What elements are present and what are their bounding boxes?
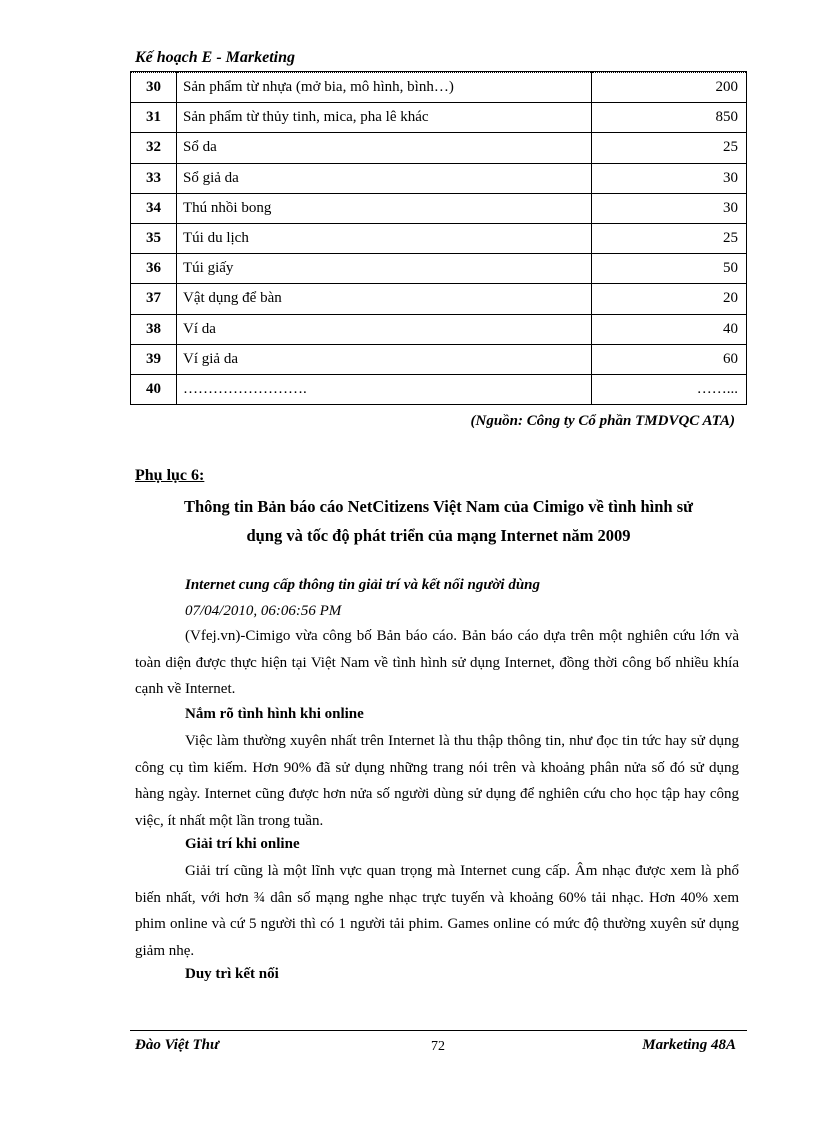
row-item-name: ……………………. [177, 374, 592, 404]
row-item-name: Sản phẩm từ thủy tinh, mica, pha lê khác [177, 103, 592, 133]
row-value: ……... [592, 374, 747, 404]
row-value: 50 [592, 254, 747, 284]
row-item-name: Thú nhồi bong [177, 193, 592, 223]
article-intro: (Vfej.vn)-Cimigo vừa công bố Bản báo cáo. Bản báo cáo dựa trên một nghiên cứu lớn và toàn diện được thực hiện tại Việt Nam về tình hình sử dụng Internet, đồng thời công bố nhiều khía cạnh về Internet. [135, 628, 739, 697]
section-heading-1: Nắm rõ tình hình khi online [185, 706, 364, 722]
row-item-name: Sản phẩm từ nhựa (mở bia, mô hình, bình…) [177, 73, 592, 103]
appendix-label: Phụ lục 6: [135, 467, 205, 484]
footer-class: Marketing 48A [642, 1037, 736, 1053]
table-row [131, 103, 747, 133]
table-row [131, 314, 747, 344]
page-header-title: Kế hoạch E - Marketing [135, 49, 296, 66]
section-heading-2: Giải trí khi online [185, 836, 300, 852]
row-number: 31 [131, 103, 177, 133]
row-item-name: Sổ giả da [177, 163, 592, 193]
row-number: 39 [131, 344, 177, 374]
row-item-name: Ví giả da [177, 344, 592, 374]
row-item-name: Túi giấy [177, 254, 592, 284]
row-number: 37 [131, 284, 177, 314]
row-number: 38 [131, 314, 177, 344]
row-number: 32 [131, 133, 177, 163]
row-number: 40 [131, 374, 177, 404]
row-value: 200 [592, 73, 747, 103]
section-text-1: Việc làm thường xuyên nhất trên Internet là thu thập thông tin, như đọc tin tức hay sử dụng công cụ tìm kiếm. Hơn 90% đã sử dụng những trang nói trên và khoảng phân nửa số đó sử dụng hàng ngày. Internet cũng được hơn nửa số người dùng sử dụng để nghiên cứu cho học tập hay công việc, ít nhất một lần trong tuần. [135, 733, 739, 829]
footer-rule [130, 1030, 747, 1031]
row-item-name: Vật dụng để bàn [177, 284, 592, 314]
row-number: 36 [131, 254, 177, 284]
row-value: 30 [592, 193, 747, 223]
table-row [131, 133, 747, 163]
table-row [131, 193, 747, 223]
row-value: 30 [592, 163, 747, 193]
table-row [131, 163, 747, 193]
row-number: 30 [131, 73, 177, 103]
row-value: 40 [592, 314, 747, 344]
section-text-2: Giải trí cũng là một lĩnh vực quan trọng mà Internet cung cấp. Âm nhạc được xem là phổ biến nhất, với hơn ¾ dân số mạng nghe nhạc trực tuyến và khoảng 60% tải nhạc. Hơn 40% xem phim online và cứ 5 người thì có 1 người tải phim. Games online có mức độ thường xuyên sử dụng giảm nhẹ. [135, 863, 739, 959]
row-value: 25 [592, 223, 747, 253]
source-note: (Nguồn: Công ty Cổ phần TMDVQC ATA) [470, 413, 735, 429]
table-row [131, 223, 747, 253]
product-table [130, 72, 747, 405]
table-row [131, 73, 747, 103]
article-title: Internet cung cấp thông tin giải trí và kết nối người dùng [185, 577, 541, 593]
appendix-title-line1: Thông tin Bản báo cáo NetCitizens Việt Nam của Cimigo về tình hình sử [183, 497, 694, 516]
row-item-name: Ví da [177, 314, 592, 344]
table-row [131, 374, 747, 404]
section-heading-3: Duy trì kết nối [185, 966, 279, 982]
table-row [131, 284, 747, 314]
table-row [131, 254, 747, 284]
row-value: 60 [592, 344, 747, 374]
article-date: 07/04/2010, 06:06:56 PM [185, 603, 342, 619]
row-number: 35 [131, 223, 177, 253]
row-number: 34 [131, 193, 177, 223]
row-value: 20 [592, 284, 747, 314]
table-row [131, 344, 747, 374]
row-item-name: Túi du lịch [177, 223, 592, 253]
row-value: 25 [592, 133, 747, 163]
page-number: 72 [431, 1039, 445, 1054]
product-table-body [131, 73, 747, 405]
footer-author: Đào Việt Thư [135, 1037, 219, 1053]
row-item-name: Sổ da [177, 133, 592, 163]
appendix-title [130, 492, 747, 550]
row-number: 33 [131, 163, 177, 193]
row-value: 850 [592, 103, 747, 133]
appendix-title-line2: dụng và tốc độ phát triển của mạng Internet năm 2009 [246, 526, 631, 545]
